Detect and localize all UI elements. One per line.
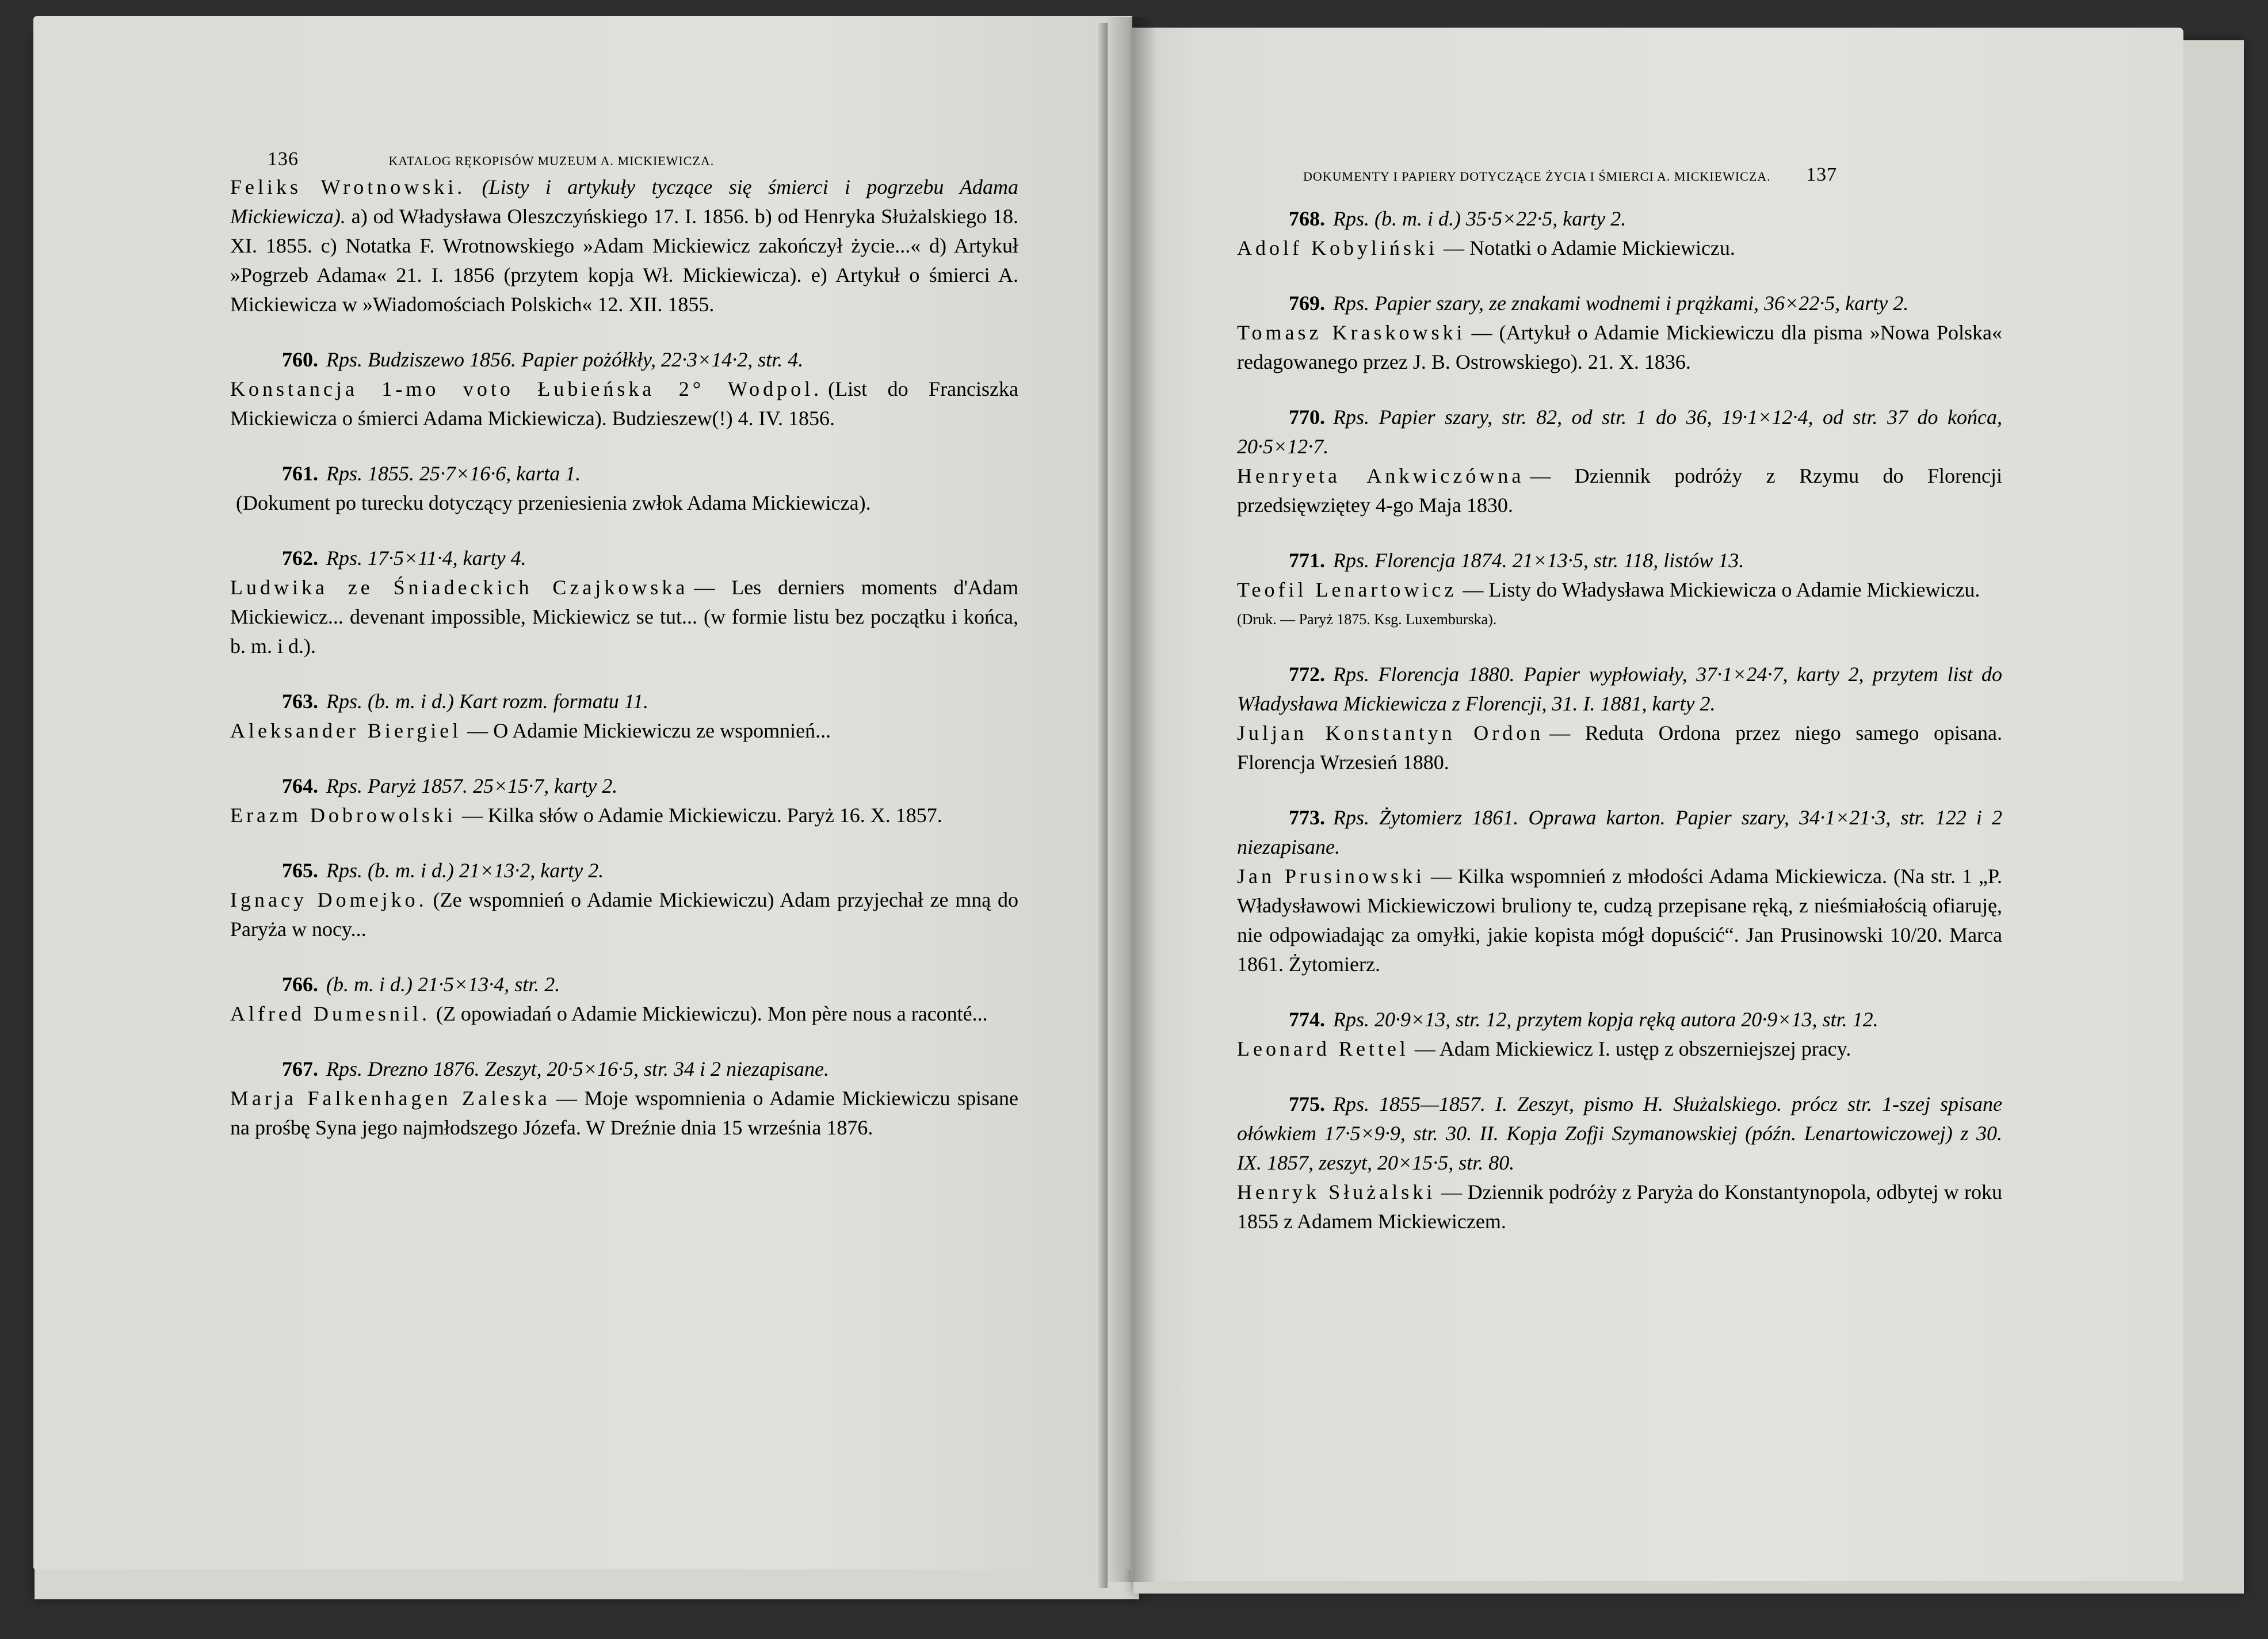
entry-body: — O Adamie Mickiewiczu ze wspomnień... bbox=[467, 719, 831, 742]
entry-body: — Adam Mickiewicz I. ustęp z obszerniejszej pracy. bbox=[1414, 1037, 1851, 1060]
entry-number: 763. bbox=[282, 690, 318, 713]
entry-description: Rps. Paryż 1857. 25×15·7, karty 2. bbox=[326, 774, 618, 797]
entry-text bbox=[1237, 575, 2002, 605]
catalog-entry bbox=[230, 771, 1018, 830]
entry-body: — (Artykuł o Adamie Mickiewiczu dla pisma »Nowa Polska« redagowanego przez J. B. Ostrowskiego). 21. X. 1836. bbox=[1237, 321, 2002, 373]
entry-author: Aleksander Biergiel bbox=[230, 719, 462, 742]
entry-title: (Listy i artykuły tyczące się śmierci i pogrzebu Adama Mickiewicza). bbox=[230, 175, 1018, 228]
page-fold bbox=[1096, 23, 1108, 1588]
entry-heading bbox=[1237, 660, 2002, 719]
catalog-entry bbox=[230, 544, 1018, 661]
catalog-entry bbox=[1237, 1005, 2002, 1064]
left-column bbox=[230, 173, 1018, 1168]
right-running-head: DOKUMENTY I PAPIERY DOTYCZĄCE ŻYCIA I ŚMIERCI A. MICKIEWICZA. bbox=[1303, 169, 1771, 184]
entry-number: 769. bbox=[1289, 292, 1325, 315]
catalog-entry bbox=[1237, 803, 2002, 979]
entry-author: Adolf Kobyliński bbox=[1237, 236, 1438, 259]
entry-number: 773. bbox=[1289, 806, 1325, 829]
right-folio: 137 bbox=[1806, 164, 1838, 185]
entry-author: Teofil Lenartowicz bbox=[1237, 578, 1457, 601]
entry-heading bbox=[1237, 803, 2002, 862]
entry-text bbox=[1237, 719, 2002, 777]
entry-body: — Reduta Ordona przez niego samego opisana. Florencja Wrzesień 1880. bbox=[1237, 721, 2002, 774]
entry-number: 761. bbox=[282, 462, 318, 485]
entry-body: — Listy do Władysława Mickiewicza o Adamie Mickiewiczu. bbox=[1463, 578, 1980, 601]
entry-author: Ignacy Domejko. bbox=[230, 888, 427, 911]
entry-description: Rps. Florencja 1880. Papier wypłowiały, 37·1×24·7, karty 2, przytem list do Władysława Mickiewicza z Florencji, 31. I. 1881, karty 2. bbox=[1237, 663, 2002, 715]
entry-text bbox=[1237, 461, 2002, 520]
entry-author: Henryk Służalski bbox=[1237, 1180, 1436, 1204]
entry-body: — Dziennik podróży z Rzymu do Florencji przedsięwziętey 4-go Maja 1830. bbox=[1237, 464, 2002, 517]
catalog-entry bbox=[1237, 204, 2002, 263]
entry-number: 760. bbox=[282, 348, 318, 371]
entry-author: Marja Falkenhagen Zaleska bbox=[230, 1087, 551, 1110]
right-entry-list bbox=[1237, 204, 2002, 1236]
catalog-entry bbox=[230, 459, 1018, 518]
entry-author: Tomasz Kraskowski bbox=[1237, 321, 1466, 344]
catalog-entry bbox=[230, 687, 1018, 746]
entry-number: 770. bbox=[1289, 406, 1325, 429]
entry-heading bbox=[1237, 289, 2002, 318]
entry-body: (List do Franciszka Mickiewicza o śmierci Adama Mickiewicza). Budzieszew(!) 4. IV. 1856. bbox=[230, 377, 1018, 430]
entry-body: (Z opowiadań o Adamie Mickiewiczu). Mon père nous a raconté... bbox=[436, 1002, 988, 1025]
entry-heading bbox=[1237, 1005, 2002, 1034]
catalog-entry bbox=[1237, 546, 2002, 634]
entry-author: Feliks Wrotnowski. bbox=[230, 175, 466, 198]
catalog-entry bbox=[230, 970, 1018, 1029]
entry-description: Rps. 20·9×13, str. 12, przytem kopja ręką autora 20·9×13, str. 12. bbox=[1333, 1008, 1878, 1031]
entry-number: 762. bbox=[282, 547, 318, 570]
entry-description: Rps. 1855—1857. I. Zeszyt, pismo H. Służalskiego. prócz str. 1-szej spisane ołówkiem 17·5×9·9, str. 30. II. Kopja Zofji Szymanowskiej (późn. Lenartowiczowej) z 30. IX. 1857, zeszyt, 20×15·5, str. 80. bbox=[1237, 1092, 2002, 1174]
left-entry-list bbox=[230, 345, 1018, 1143]
entry-heading bbox=[230, 544, 1018, 573]
entry-text bbox=[230, 885, 1018, 944]
entry-text bbox=[1237, 1178, 2002, 1236]
catalog-entry bbox=[1237, 289, 2002, 377]
entry-body: — Moje wspomnienia o Adamie Mickiewiczu spisane na prośbę Syna jego najmłodszego Józefa. W Dreźnie dnia 15 września 1876. bbox=[230, 1087, 1018, 1139]
entry-description: Rps. Papier szary, ze znakami wodnemi i prążkami, 36×22·5, karty 2. bbox=[1333, 292, 1909, 315]
entry-body: (Dokument po turecku dotyczący przeniesienia zwłok Adama Mickiewicza). bbox=[236, 491, 871, 514]
entry-description: Rps. Florencja 1874. 21×13·5, str. 118, listów 13. bbox=[1333, 549, 1744, 572]
entry-text bbox=[1237, 234, 2002, 263]
entry-description: Rps. (b. m. i d.) Kart rozm. formatu 11. bbox=[326, 690, 649, 713]
entry-body: — Notatki o Adamie Mickiewiczu. bbox=[1444, 236, 1735, 259]
entry-text bbox=[230, 573, 1018, 661]
entry-body: — Les derniers moments d'Adam Mickiewicz... devenant impossible, Mickiewicz se tut... (w formie listu bez początku i końca, b. m. i d.). bbox=[230, 576, 1018, 658]
entry-author: Jan Prusinowski bbox=[1237, 865, 1426, 888]
entry-number: 768. bbox=[1289, 207, 1325, 230]
catalog-entry bbox=[1237, 1090, 2002, 1236]
entry-author: Alfred Dumesnil. bbox=[230, 1002, 430, 1025]
entry-author: Juljan Konstantyn Ordon bbox=[1237, 721, 1544, 744]
entry-description: Rps. (b. m. i d.) 35·5×22·5, karty 2. bbox=[1333, 207, 1626, 230]
entry-description: (b. m. i d.) 21·5×13·4, str. 2. bbox=[326, 973, 560, 996]
entry-description: Rps. Budziszewo 1856. Papier pożółkły, 22·3×14·2, str. 4. bbox=[326, 348, 804, 371]
entry-description: Rps. 1855. 25·7×16·6, karta 1. bbox=[326, 462, 581, 485]
entry-description: Rps. Papier szary, str. 82, od str. 1 do 36, 19·1×12·4, od str. 37 do końca, 20·5×12·7. bbox=[1237, 406, 2002, 458]
entry-number: 772. bbox=[1289, 663, 1325, 686]
catalog-entry bbox=[230, 856, 1018, 944]
entry-author: Leonard Rettel bbox=[1237, 1037, 1409, 1060]
entry-description: Rps. 17·5×11·4, karty 4. bbox=[326, 547, 526, 570]
entry-body: — Dziennik podróży z Paryża do Konstantynopola, odbytej w roku 1855 z Adamem Mickiewiczem. bbox=[1237, 1180, 2002, 1233]
entry-text bbox=[230, 716, 1018, 746]
entry-note: (Druk. — Paryż 1875. Ksg. Luxemburska). bbox=[1237, 611, 1497, 628]
entry-description: Rps. Drezno 1876. Zeszyt, 20·5×16·5, str. 34 i 2 niezapisane. bbox=[326, 1057, 829, 1080]
entry-heading bbox=[1237, 1090, 2002, 1178]
catalog-entry bbox=[1237, 403, 2002, 520]
entry-heading bbox=[1237, 403, 2002, 461]
left-running-head: KATALOG RĘKOPISÓW MUZEUM A. MICKIEWICZA. bbox=[388, 154, 715, 168]
book-gutter bbox=[1105, 17, 1156, 1582]
entry-description: Rps. Żytomierz 1861. Oprawa karton. Papier szary, 34·1×21·3, str. 122 i 2 niezapisane. bbox=[1237, 806, 2002, 858]
entry-heading bbox=[230, 970, 1018, 999]
entry-number: 767. bbox=[282, 1057, 318, 1080]
entry-body: — Kilka wspomnień z młodości Adama Mickiewicza. (Na str. 1 „P. Władysławowi Mickiewiczowi bruliony te, cudzą przepisane ręką, z nieśmiałością ofiaruję, nie odpowiadając za omyłki, jakie kopista mógł dopuścić“. Jan Prusinowski 10/20. Marca 1861. Żytomierz. bbox=[1237, 865, 2002, 976]
left-header bbox=[268, 148, 714, 170]
entry-text bbox=[230, 801, 1018, 830]
entry-text bbox=[1237, 862, 2002, 979]
entry-heading bbox=[230, 345, 1018, 375]
intro-entry bbox=[230, 173, 1018, 319]
right-column bbox=[1237, 204, 2002, 1262]
left-folio: 136 bbox=[268, 148, 299, 170]
entry-description: Rps. (b. m. i d.) 21×13·2, karty 2. bbox=[326, 859, 604, 882]
entry-heading bbox=[230, 771, 1018, 801]
entry-heading bbox=[230, 1055, 1018, 1084]
entry-text bbox=[1237, 1034, 2002, 1064]
entry-number: 766. bbox=[282, 973, 318, 996]
right-header bbox=[1303, 164, 1837, 186]
entry-heading bbox=[230, 687, 1018, 716]
entry-number: 771. bbox=[1289, 549, 1325, 572]
entry-text bbox=[230, 1084, 1018, 1143]
catalog-entry bbox=[230, 345, 1018, 433]
catalog-entry bbox=[230, 1055, 1018, 1143]
entry-text bbox=[230, 375, 1018, 433]
entry-text bbox=[230, 999, 1018, 1029]
entry-body: a) od Władysława Oleszczyńskiego 17. I. 1856. b) od Henryka Służalskiego 18. XI. 1855. c) Notatka F. Wrotnowskiego »Adam Mickiewicz zakończył życie...« d) Artykuł »Pogrzeb Adama« 21. I. 1856 (przytem kopja Wł. Mickiewicza). e) Artykuł o śmierci A. Mickiewicza w »Wiadomościach Polskich« 12. XII. 1855. bbox=[230, 205, 1018, 316]
entry-number: 765. bbox=[282, 859, 318, 882]
entry-number: 775. bbox=[1289, 1092, 1325, 1115]
entry-heading bbox=[230, 856, 1018, 885]
entry-author: Ludwika ze Śniadeckich Czajkowska bbox=[230, 576, 689, 599]
entry-heading bbox=[1237, 546, 2002, 575]
entry-author: Konstancja 1-mo voto Łubieńska 2° Wodpol. bbox=[230, 377, 823, 400]
entry-text bbox=[230, 488, 1018, 518]
entry-number: 774. bbox=[1289, 1008, 1325, 1031]
catalog-entry bbox=[1237, 660, 2002, 777]
entry-body: — Kilka słów o Adamie Mickiewiczu. Paryż 16. X. 1857. bbox=[461, 804, 942, 827]
entry-author: Henryeta Ankwiczówna bbox=[1237, 464, 1525, 487]
entry-author: Erazm Dobrowolski bbox=[230, 804, 456, 827]
entry-number: 764. bbox=[282, 774, 318, 797]
entry-heading bbox=[230, 459, 1018, 488]
entry-body: (Ze wspomnień o Adamie Mickiewiczu) Adam przyjechał ze mną do Paryża w nocy... bbox=[230, 888, 1018, 941]
entry-text bbox=[1237, 318, 2002, 377]
entry-heading bbox=[1237, 204, 2002, 234]
